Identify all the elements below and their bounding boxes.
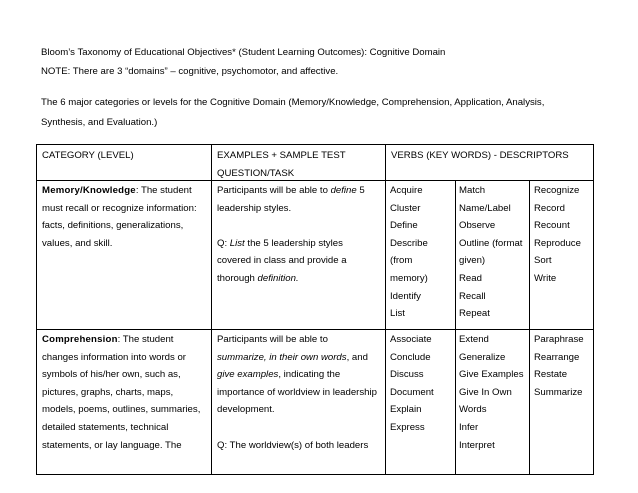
verb: Document	[390, 386, 434, 398]
verb: Match	[459, 185, 486, 196]
intro-line-1: The 6 major categories or levels for the Cognitive Domain (Memory/Knowledge, Comprehension, Application, Analysis,	[41, 97, 545, 108]
verb: memory)	[390, 272, 428, 284]
memory-verbs-col-1	[390, 182, 428, 323]
header-category: CATEGORY (LEVEL)	[42, 150, 134, 161]
verb: (from	[390, 255, 413, 267]
memory-category-cell: Memory/Knowledge: The student must recall or recognize information: facts, definitions, generalizations, values, and skill.	[42, 185, 197, 249]
comprehension-examples-cell: Participants will be able to summarize, in their own words, and give examples, indicating the importance of worldview in leadership development. Q: The worldview(s) of both leaders	[217, 334, 377, 451]
note-line: NOTE: There are 3 “domains” – cognitive, psychomotor, and affective.	[41, 66, 339, 77]
verb: Generalize	[459, 351, 506, 363]
verb: Acquire	[390, 185, 423, 196]
memory-verbs-col-2	[459, 182, 522, 323]
memory-examples-cell: Participants will be able to define 5 leadership styles. Q: List the 5 leadership styles covered in class and provide a thorough definition.	[217, 185, 365, 284]
verb: Record	[534, 202, 565, 214]
verb: Summarize	[534, 386, 583, 398]
verb: Read	[459, 272, 482, 284]
verb: Conclude	[390, 351, 431, 363]
verb: Express	[390, 421, 425, 433]
table-col-divider-1	[211, 144, 212, 475]
verb: Paraphrase	[534, 334, 584, 345]
verb: Repeat	[459, 308, 490, 320]
verb: Recall	[459, 290, 486, 302]
intro-line-2: Synthesis, and Evaluation.)	[41, 117, 158, 128]
header-verbs: VERBS (KEY WORDS) - DESCRIPTORS	[391, 150, 569, 161]
doc-title-line: Bloom’s Taxonomy of Educational Objectives* (Student Learning Outcomes): Cognitive Domain	[41, 47, 446, 58]
table-border-left	[36, 144, 37, 475]
verb: Observe	[459, 220, 496, 232]
table-border-right	[593, 144, 594, 475]
table-col-divider-2	[385, 144, 386, 475]
table-border-top	[36, 144, 594, 145]
verb: Explain	[390, 404, 422, 416]
verb: Cluster	[390, 202, 421, 214]
verb: Associate	[390, 334, 432, 345]
verb: Rearrange	[534, 351, 580, 363]
verb: given)	[459, 255, 486, 267]
comprehension-category-cell: Comprehension: The student changes information into words or symbols of his/her own, such as, pictures, graphs, charts, maps, models, poems, outlines, summaries, detailed statements, technical statements, or lay language. The	[42, 334, 201, 451]
verbs-col-divider-2	[529, 180, 530, 475]
comprehension-title: Comprehension	[42, 334, 118, 345]
verb: Name/Label	[459, 202, 511, 214]
verb: List	[390, 308, 405, 320]
verb: Give Examples	[459, 369, 524, 381]
comprehension-verbs-col-1	[390, 331, 434, 437]
verb: Define	[390, 220, 418, 232]
verb: Sort	[534, 255, 552, 267]
verb: Interpret	[459, 439, 495, 451]
table-row-divider	[36, 329, 594, 330]
verb: Discuss	[390, 369, 424, 381]
verb: Reproduce	[534, 237, 581, 249]
comprehension-verbs-col-3	[534, 331, 584, 401]
verb: Recognize	[534, 185, 580, 196]
verb: Infer	[459, 421, 479, 433]
table-border-bottom	[36, 474, 594, 475]
verb: Outline (format	[459, 237, 523, 249]
memory-title: Memory/Knowledge	[42, 185, 136, 196]
verbs-col-divider-1	[455, 180, 456, 475]
verb: Words	[459, 404, 487, 416]
memory-verbs-col-3	[534, 182, 581, 288]
verb: Recount	[534, 220, 570, 232]
verb: Extend	[459, 334, 489, 345]
taxonomy-table	[36, 144, 594, 475]
verb: Give In Own	[459, 386, 512, 398]
verb: Restate	[534, 369, 568, 381]
verb: Describe	[390, 237, 428, 249]
header-examples: EXAMPLES + SAMPLE TEST QUESTION/TASK	[217, 150, 346, 179]
verb: Identify	[390, 290, 421, 302]
verb: Write	[534, 272, 557, 284]
comprehension-verbs-col-2	[459, 331, 524, 454]
